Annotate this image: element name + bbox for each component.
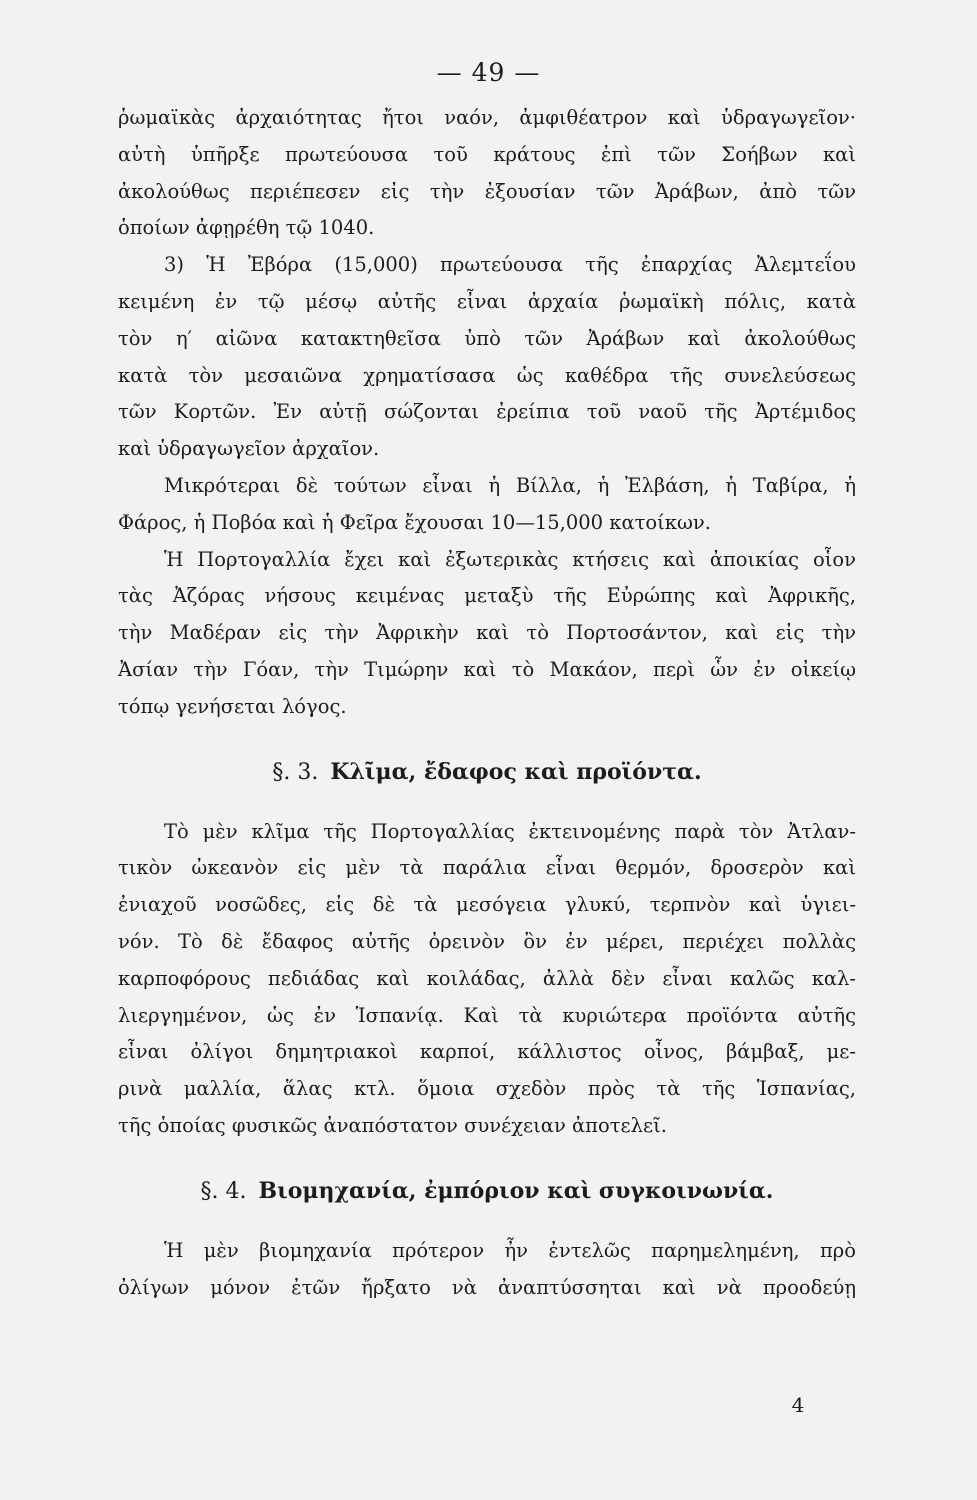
text-line: νόν. Τὸ δὲ ἔδαφος αὐτῆς ὀρεινὸν ὂν ἐν μέρει, περιέχει πολλὰς <box>118 929 856 953</box>
section-number: §. 3. <box>272 759 319 785</box>
text-line: κατὰ τὸν μεσαιῶνα χρηματίσασα ὡς καθέδρα τῆς συνελεύσεως <box>118 363 856 387</box>
text-line: κειμένη ἐν τῷ μέσῳ αὐτῆς εἶναι ἀρχαία ῥωμαϊκὴ πόλις, κατὰ <box>118 289 856 313</box>
text-line: τικὸν ὠκεανὸν εἰς μὲν τὰ παράλια εἶναι θερμόν, δροσερὸν καὶ <box>118 856 856 880</box>
text-line: Μικρότεραι δὲ τούτων εἶναι ἡ Βίλλα, ἡ Ἐλβάση, ἡ Ταβίρα, ἡ <box>164 473 856 497</box>
text-line: λιεργημένον, ὡς ἐν Ἱσπανίᾳ. Καὶ τὰ κυριώτερα προϊόντα αὐτῆς <box>118 1003 856 1027</box>
text-line: ὁποίων ἀφῃρέθη τῷ 1040. <box>118 216 375 240</box>
text-line: τὴν Μαδέραν εἰς τὴν Ἀφρικὴν καὶ τὸ Πορτοσάντον, καὶ εἰς τὴν <box>118 621 856 645</box>
text-line: αὐτὴ ὑπῆρξε πρωτεύουσα τοῦ κράτους ἐπὶ τῶν Σοήβων καὶ <box>118 142 856 166</box>
text-line: τῶν Κορτῶν. Ἐν αὐτῇ σώζονται ἐρείπια τοῦ ναοῦ τῆς Ἀρτέμιδος <box>118 400 856 424</box>
body-text <box>118 100 856 1306</box>
text-line: ἀκολούθως περιέπεσεν εἰς τὴν ἐξουσίαν τῶν Ἀράβων, ἀπὸ τῶν <box>118 179 856 203</box>
text-line: Φάρος, ἡ Ποβόα καὶ ἡ Φεῖρα ἔχουσαι 10—15,000 κατοίκων. <box>118 510 711 534</box>
text-line: τὰς Ἀζόρας νήσους κειμένας μεταξὺ τῆς Εὐρώπης καὶ Ἀφρικῆς, <box>118 584 856 608</box>
section-title: Κλῖμα, ἔδαφος καὶ προϊόντα. <box>330 758 702 785</box>
spacer <box>118 1145 856 1171</box>
text-line: 3) Ἡ Ἐβόρα (15,000) πρωτεύουσα τῆς ἐπαρχίας Ἀλεμτεΐου <box>164 253 856 277</box>
spacer <box>118 1211 856 1233</box>
text-line: ρινὰ μαλλία, ἅλας κτλ. ὅμοια σχεδὸν πρὸς τὰ τῆς Ἱσπανίας, <box>118 1077 856 1101</box>
text-line: τῆς ὁποίας φυσικῶς ἀναπόστατον συνέχειαν ἀποτελεῖ. <box>118 1113 667 1137</box>
text-line: ὀλίγων μόνον ἐτῶν ἤρξατο νὰ ἀναπτύσσηται καὶ νὰ προοδεύῃ <box>118 1275 856 1299</box>
text-line: τὸν η′ αἰῶνα κατακτηθεῖσα ὑπὸ τῶν Ἀράβων καὶ ἀκολούθως <box>118 326 856 350</box>
spacer <box>118 726 856 752</box>
section-number: §. 4. <box>200 1178 247 1204</box>
text-line: τόπῳ γενήσεται λόγος. <box>118 694 347 718</box>
text-line: Τὸ μὲν κλῖμα τῆς Πορτογαλλίας ἐκτεινομένης παρὰ τὸν Ἀτλαν- <box>164 819 856 843</box>
text-line: Ἡ Πορτογαλλία ἔχει καὶ ἐξωτερικὰς κτήσεις καὶ ἀποικίας οἷον <box>164 547 856 571</box>
signature-mark: 4 <box>791 1393 805 1417</box>
spacer <box>118 792 856 814</box>
section-title: Βιομηχανία, ἐμπόριον καὶ συγκοινωνία. <box>258 1177 774 1204</box>
text-line: Ἡ μὲν βιομηχανία πρότερον ἦν ἐντελῶς παρημελημένη, πρὸ <box>164 1238 856 1262</box>
text-line: εἶναι ὀλίγοι δημητριακοὶ καρποί, κάλλιστος οἶνος, βάμβαξ, με- <box>118 1040 856 1064</box>
section-heading-4 <box>118 1171 856 1211</box>
text-line: καὶ ὑδραγωγεῖον ἀρχαῖον. <box>118 437 380 461</box>
page-number: — 49 — <box>436 58 541 87</box>
text-line: καρποφόρους πεδιάδας καὶ κοιλάδας, ἀλλὰ δὲν εἶναι καλῶς καλ- <box>118 966 856 990</box>
text-line: Ἀσίαν τὴν Γόαν, τὴν Τιμώρην καὶ τὸ Μακάον, περὶ ὧν ἐν οἰκείῳ <box>118 657 856 681</box>
section-heading-3 <box>118 752 856 792</box>
text-line: ἐνιαχοῦ νοσῶδες, εἰς δὲ τὰ μεσόγεια γλυκύ, τερπνὸν καὶ ὑγιει- <box>118 893 856 917</box>
text-line: ῥωμαϊκὰς ἀρχαιότητας ἤτοι ναόν, ἀμφιθέατρον καὶ ὑδραγωγεῖον· <box>118 106 856 129</box>
